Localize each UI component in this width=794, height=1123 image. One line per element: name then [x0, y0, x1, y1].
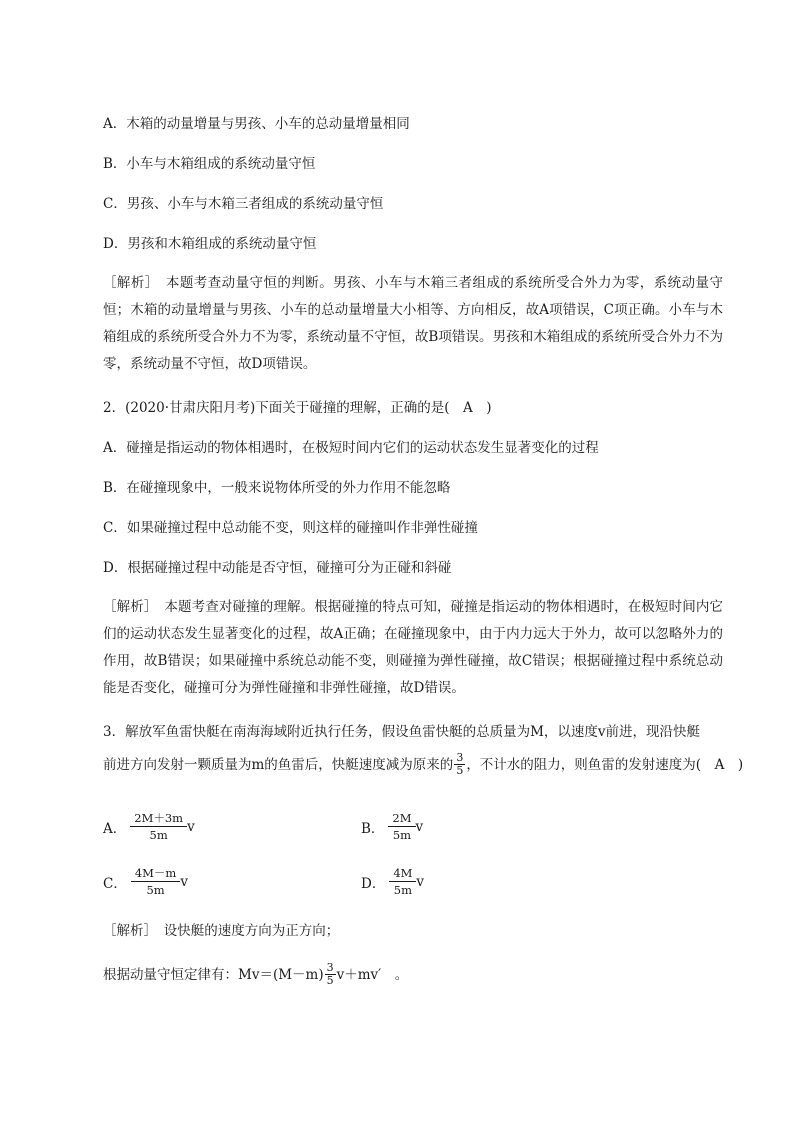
q2-option-d: D．根据碰撞过程中动能是否守恒，碰撞可分为正碰和斜碰 — [103, 560, 452, 576]
option-label: C． — [103, 875, 127, 892]
q3-analysis-text-a: 根据动量守恒定律有：Mv＝(M－m) — [103, 966, 324, 983]
q3-analysis-text-b: v＋mv′ 。 — [336, 966, 409, 983]
q3-analysis-fraction — [325, 962, 336, 987]
q3-stem-line1: 3．解放军鱼雷快艇在南海海域附近执行任务，假设鱼雷快艇的总质量为M，以速度v前进，现沿快艇 — [103, 724, 701, 740]
fraction-denominator: 5 — [326, 974, 334, 987]
q1-analysis: ［解析］ 本题考查动量守恒的判断。男孩、小车与木箱三者组成的系统所受合外力为零，系统动量守恒；木箱的动量增量与男孩、小车的总动量增量大小相等、方向相反，故A项错误，C项正确。小车与木箱组成的系统所受合外力不为零，系统动量不守恒，故B项错误。男孩和木箱组成的系统所受合外力不为零，系统动量不守恒，故D项错误。 — [103, 275, 723, 372]
option-label: B． — [361, 820, 385, 837]
option-variable: v — [416, 873, 425, 890]
q1-option-d: D．男孩和木箱组成的系统动量守恒 — [103, 236, 317, 252]
fraction-denominator: 5m — [146, 883, 165, 897]
fraction-denominator: 5m — [392, 828, 412, 842]
fraction-numerator: 2M — [388, 810, 415, 827]
q3-option-c — [103, 865, 188, 898]
fraction-numerator: 3 — [456, 751, 464, 764]
q3-analysis-line2 — [103, 962, 408, 987]
q3-stem-text-b: ，不计水的阻力，则鱼雷的发射速度为( A ) — [466, 756, 744, 773]
option-fraction — [131, 865, 181, 898]
q2-option-b: B．在碰撞现象中，一般来说物体所受的外力作用不能忽略 — [103, 480, 451, 496]
q1-option-c: C．男孩、小车与木箱三者组成的系统动量守恒 — [103, 196, 384, 212]
option-variable: v — [180, 873, 188, 890]
fraction-denominator: 5m — [149, 828, 168, 842]
q2-option-a: A．碰撞是指运动的物体相遇时，在极短时间内它们的运动状态发生显著变化的过程 — [103, 440, 599, 456]
option-fraction — [389, 865, 416, 898]
q3-option-a — [103, 810, 195, 843]
fraction-numerator: 3 — [326, 961, 334, 974]
q2-analysis: ［解析］ 本题考查对碰撞的理解。根据碰撞的特点可知，碰撞是指运动的物体相遇时，在极短时间内它们的运动状态发生显著变化的过程，故A正确；在碰撞现象中，由于内力远大于外力，故可以忽略外力的作用，故B错误；如果碰撞中系统总动能不变，则碰撞为弹性碰撞，故C错误；根据碰撞过程中系统总动能是否变化，碰撞可分为弹性碰撞和非弹性碰撞，故D错误。 — [103, 599, 723, 696]
q2-option-c: C．如果碰撞过程中总动能不变，则这样的碰撞叫作非弹性碰撞 — [103, 520, 478, 536]
q1-option-a: A．木箱的动量增量与男孩、小车的总动量增量相同 — [103, 116, 410, 132]
q3-stem-fraction — [454, 752, 465, 777]
option-fraction — [388, 810, 415, 843]
q3-option-d — [361, 865, 424, 898]
option-variable: v — [415, 818, 424, 835]
fraction-numerator: 2M＋3m — [130, 810, 187, 827]
fraction-numerator: 4M — [389, 865, 416, 882]
q3-option-b — [361, 810, 423, 843]
option-label: D． — [361, 875, 386, 892]
q2-stem: 2．(2020·甘肃庆阳月考)下面关于碰撞的理解，正确的是( A ) — [103, 400, 492, 416]
fraction-denominator: 5 — [456, 764, 464, 777]
q3-stem-line2 — [103, 752, 743, 777]
option-fraction — [130, 810, 187, 843]
q3-stem-text-a: 前进方向发射一颗质量为m的鱼雷后，快艇速度减为原来的 — [103, 756, 454, 773]
q1-option-b: B．小车与木箱组成的系统动量守恒 — [103, 156, 316, 172]
option-variable: v — [187, 818, 195, 835]
fraction-denominator: 5m — [393, 883, 412, 897]
q3-analysis-line1: ［解析］ 设快艇的速度方向为正方向； — [103, 923, 340, 939]
fraction-numerator: 4M－m — [131, 865, 181, 882]
option-label: A． — [103, 820, 127, 837]
